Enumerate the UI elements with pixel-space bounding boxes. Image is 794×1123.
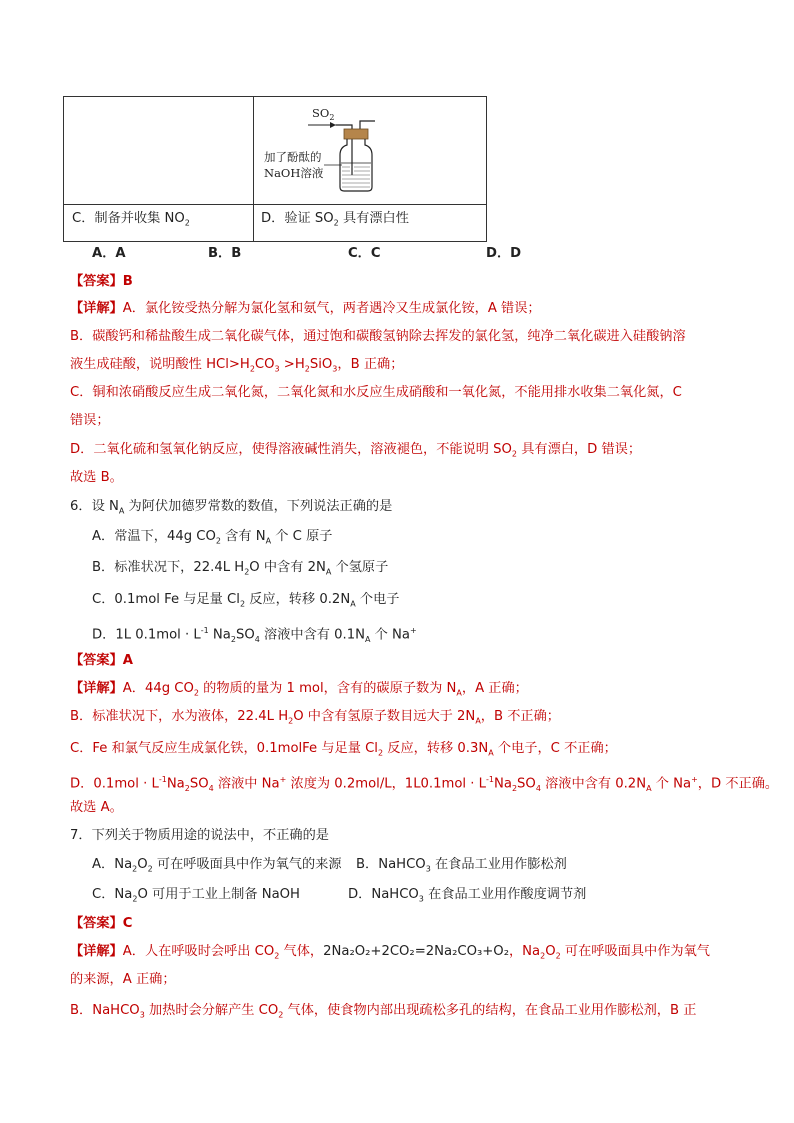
q5-answer: 【答案】B	[70, 274, 133, 289]
q6-detail-d: D．$0.1mol \cdot L^{-1}Na_2SO_4$ 溶液中 Na+ 浓度为 0.2mol/L，$1L0.1mol \cdot L^{-1}Na_2SO_4$ 溶液中含有 $0.2N_A$ 个 Na+，D 不正确。	[70, 775, 779, 794]
q7-detail-a-line2: 的来源，A 正确；	[70, 972, 176, 987]
q6-answer: 【答案】A	[70, 653, 133, 668]
q7-option-c: C．$Na_2O$ 可用于工业上制备 NaOH	[92, 887, 300, 904]
q5-detail-a: 【详解】A．氯化铵受热分解为氯化氢和氨气，两者遇冷又生成氯化铵，A 错误；	[70, 301, 541, 316]
q6-detail-c: C．Fe 和氯气反应生成氯化铁，0.1molFe 与足量 $Cl_2$ 反应，转移 $0.3N_A$ 个电子，C 不正确；	[70, 741, 617, 758]
gas-washing-bottle-diagram	[260, 101, 450, 201]
q6-option-d: D．1L $0.1mol \cdot L^{-1}$ $Na_2SO_4$ 溶液中含有 $0.1N_A$ 个 Na+	[92, 626, 417, 645]
q7-detail-b: B．NaHCO$_3$ 加热时会分解产生 $CO_2$ 气体，使食物内部出现疏松多孔的结构，在食品工业用作膨松剂，B 正	[70, 1003, 697, 1020]
q6-detail-a: 【详解】A．44g $CO_2$ 的物质的量为 1 mol，含有的碳原子数为 $N_A$，A 正确；	[70, 681, 528, 698]
q5-conclusion: 故选 B。	[70, 470, 123, 485]
q6-detail-b: B．标准状况下，水为液体，22.4L $H_2O$ 中含有氢原子数目远大于 $2N_A$，B 不正确；	[70, 709, 560, 726]
so2-label: $SO_2$	[312, 106, 335, 122]
q7-detail-a: 【详解】A．人在呼吸时会呼出 $CO_2$ 气体，2Na₂O₂+2CO₂=2Na₂CO₃+O₂，$Na_2O_2$ 可在呼吸面具中作为氧气	[70, 944, 710, 961]
q5-detail-b2: 液生成硅酸，说明酸性 $HCl>H_2CO_3 >H_2SiO_3$，B 正确；	[70, 357, 404, 374]
option-d: D．D	[486, 246, 522, 261]
question-table	[63, 96, 487, 242]
cell-d-label: D．验证 $SO_2$ 具有漂白性	[261, 211, 409, 228]
q6-stem: 6．设 $N_A$ 为阿伏加德罗常数的数值，下列说法正确的是	[70, 499, 393, 516]
option-c: C．C	[348, 246, 381, 261]
option-b: B．B	[208, 246, 242, 261]
solution-label: 加了酚酞的	[264, 150, 322, 164]
table-divider	[64, 204, 486, 205]
table-divider	[253, 97, 254, 241]
q5-detail-c2: 错误；	[70, 413, 110, 428]
q6-option-c: C．0.1mol Fe 与足量 $Cl_2$ 反应，转移 $0.2N_A$ 个电子	[92, 592, 400, 609]
q6-option-a: A．常温下，44g $CO_2$ 含有 $N_A$ 个 C 原子	[92, 529, 333, 546]
q6-option-b: B．标准状况下，22.4L $H_2O$ 中含有 $2N_A$ 个氢原子	[92, 560, 389, 577]
q5-detail-c1: C．铜和浓硝酸反应生成二氧化氮，二氧化氮和水反应生成硝酸和一氧化氮，不能用排水收集二氧化氮，C	[70, 385, 682, 400]
q5-detail-d: D．二氧化硫和氢氧化钠反应，使得溶液碱性消失，溶液褪色，不能说明 $SO_2$ 具有漂白，D 错误；	[70, 442, 642, 459]
cell-c-label: C．制备并收集 $NO_2$	[72, 211, 190, 228]
solution-label: NaOH溶液	[264, 166, 324, 180]
q7-option-b: B．NaHCO$_3$ 在食品工业用作膨松剂	[356, 857, 567, 874]
option-a: A．A	[92, 246, 126, 261]
q7-option-d: D．NaHCO$_3$ 在食品工业用作酸度调节剂	[348, 887, 587, 904]
q5-detail-b1: B．碳酸钙和稀盐酸生成二氧化碳气体，通过饱和碳酸氢钠除去挥发的氯化氢，纯净二氧化碳进入硅酸钠溶	[70, 329, 686, 344]
q7-stem: 7．下列关于物质用途的说法中，不正确的是	[70, 828, 329, 843]
q7-option-a: A．$Na_2O_2$ 可在呼吸面具中作为氧气的来源	[92, 857, 342, 874]
q7-answer: 【答案】C	[70, 916, 133, 931]
q6-conclusion: 故选 A。	[70, 800, 123, 815]
